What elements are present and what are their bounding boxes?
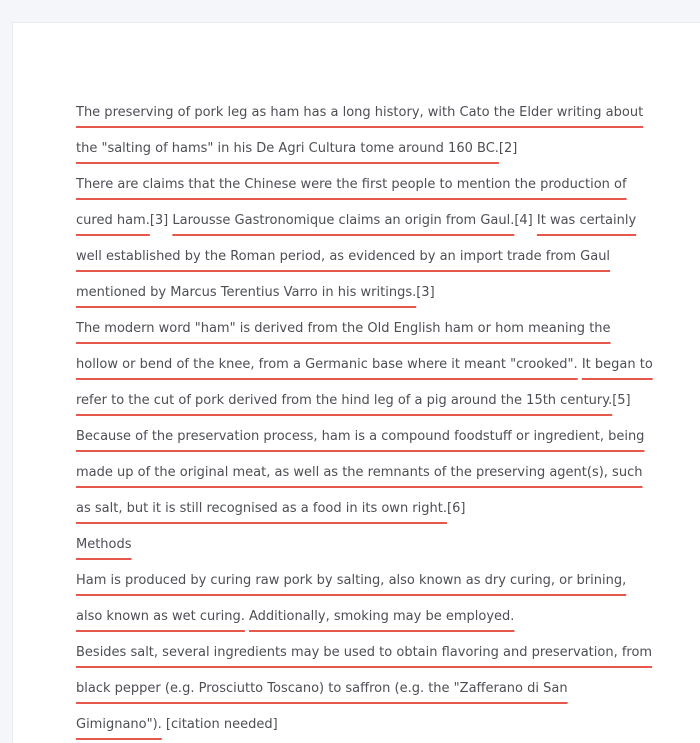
citation: [6] — [447, 501, 466, 516]
highlighted-sentence[interactable]: The modern word "ham" is derived from the Old English ham or hom meaning the hollow or bend of the knee, from a Germanic base where it meant "crooked". — [76, 321, 611, 372]
citation: [5] — [612, 393, 631, 408]
paragraph — [76, 167, 656, 311]
highlighted-sentence[interactable]: Additionally, smoking may be employed. — [249, 609, 515, 624]
citation: [citation needed] — [161, 717, 278, 732]
citation: [3] — [149, 213, 173, 228]
highlighted-sentence[interactable]: Because of the preservation process, ham is a compound foodstuff or ingredient, being made up of the original meat, as well as the remnants of the preserving agent(s), such as salt, but it is still recognised as a food in its own right. — [76, 429, 645, 516]
paragraph — [76, 635, 656, 743]
highlighted-sentence[interactable]: The preserving of pork leg as ham has a long history, with Cato the Elder writing about the "salting of hams" in his De Agri Cultura tome around 160 BC. — [76, 105, 644, 156]
citation: [3] — [416, 285, 435, 300]
highlighted-sentence[interactable]: Besides salt, several ingredients may be used to obtain flavoring and preservation, from black pepper (e.g. Prosciutto Toscano) to saffron (e.g. the "Zafferano di San Gimignano"). — [76, 645, 653, 732]
highlighted-sentence[interactable]: There are claims that the Chinese were the first people to mention the production of cured ham. — [76, 177, 627, 228]
citation: [4] — [514, 213, 537, 228]
article-body — [76, 95, 656, 743]
section-heading — [76, 527, 656, 563]
paragraph — [76, 419, 656, 527]
highlighted-sentence[interactable]: It began to refer to the cut of pork derived from the hind leg of a pig around the 15th century. — [76, 357, 653, 408]
paragraph — [76, 563, 656, 635]
highlighted-sentence[interactable]: Larousse Gastronomique claims an origin from Gaul. — [172, 213, 515, 228]
highlighted-sentence[interactable]: It was certainly well established by the Roman period, as evidenced by an import trade from Gaul mentioned by Marcus Terentius Varro in his writings. — [76, 213, 637, 300]
highlighted-sentence[interactable]: Methods — [76, 537, 132, 552]
document-card — [12, 22, 700, 743]
citation: [2] — [498, 141, 518, 156]
paragraph — [76, 311, 656, 419]
paragraph — [76, 95, 656, 167]
highlighted-sentence[interactable]: Ham is produced by curing raw pork by salting, also known as dry curing, or brining, also known as wet curing. — [76, 573, 627, 624]
